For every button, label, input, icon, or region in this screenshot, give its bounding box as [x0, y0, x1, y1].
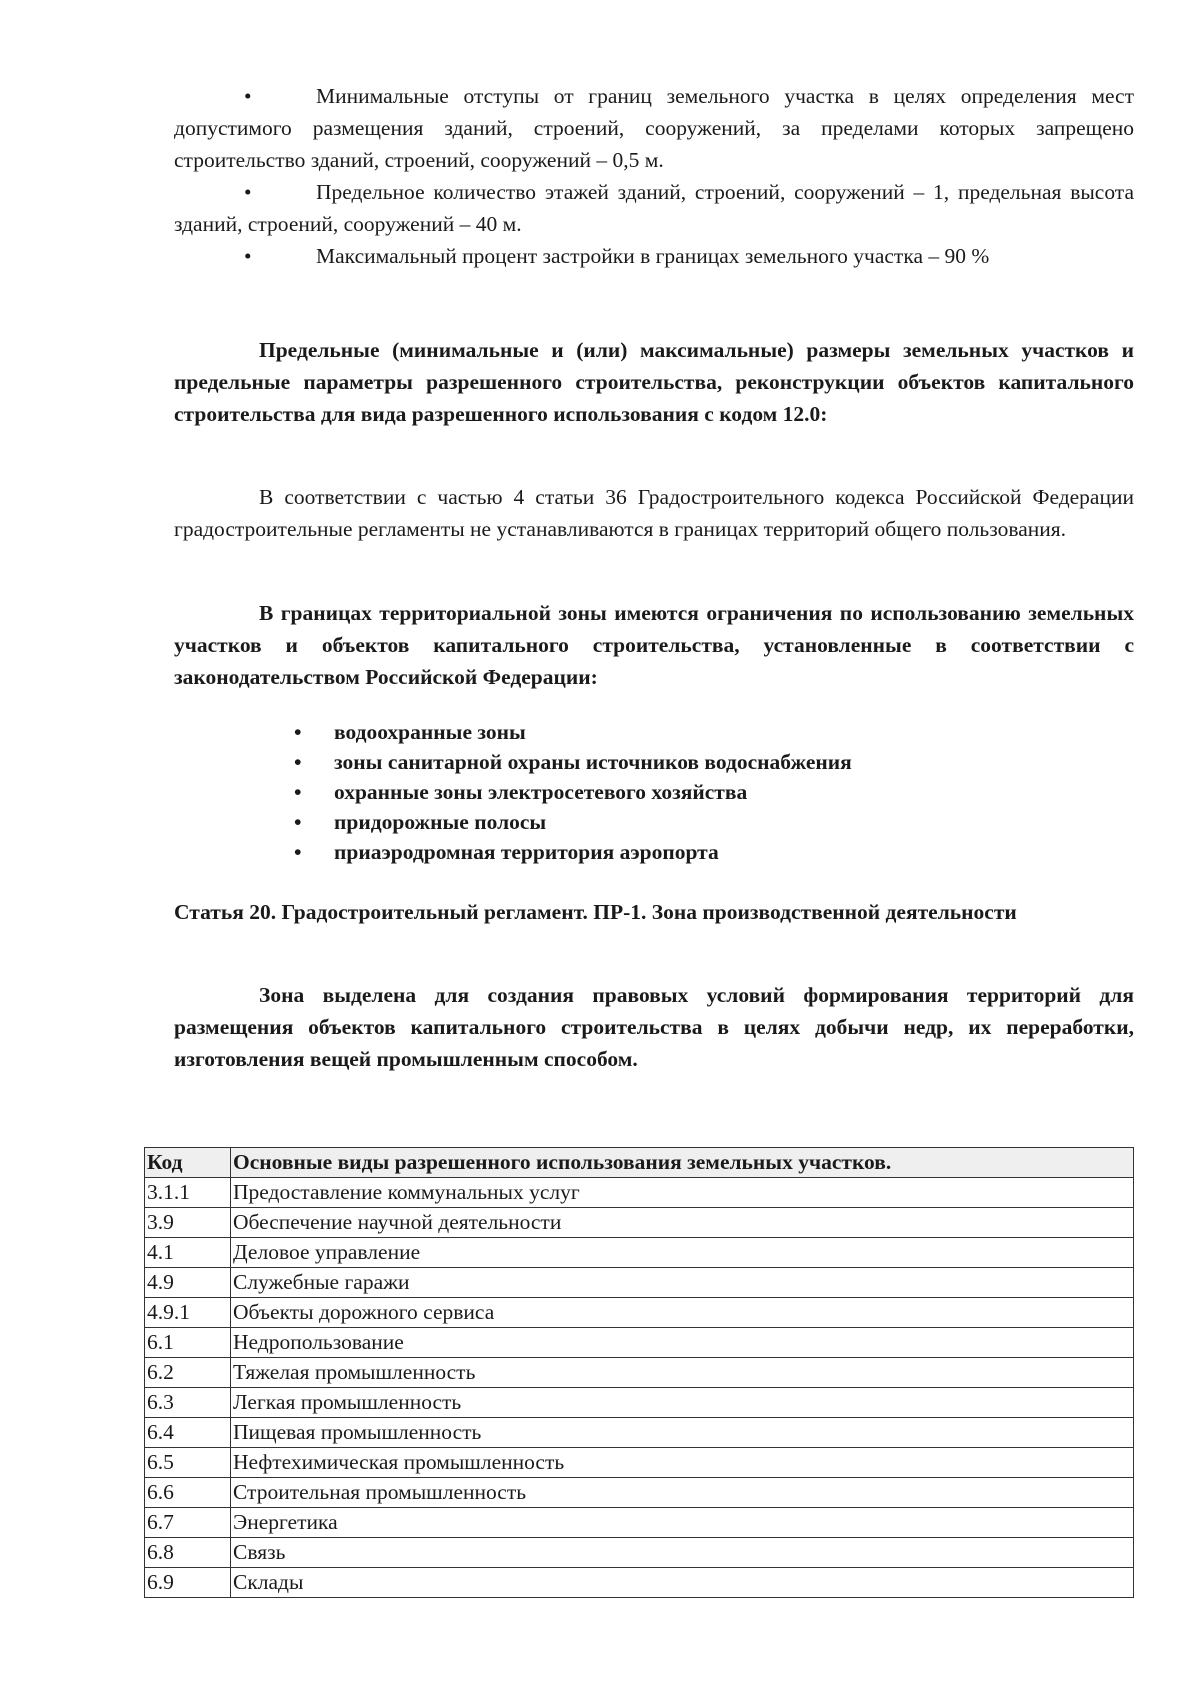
- table-row: [145, 1178, 1134, 1208]
- table-row: [145, 1538, 1134, 1568]
- bullet-list-parameters: [174, 80, 1134, 272]
- restrictions-heading: В границах территориальной зоны имеются ограничения по использованию земельных участков и объектов капитального строительства, установленные в соответствии с законодательством Российской Федерации:: [174, 601, 1134, 689]
- table-header-row: [145, 1148, 1134, 1178]
- cell-name: Объекты дорожного сервиса: [231, 1298, 1134, 1328]
- bullet-text: Предельное количество этажей зданий, строений, сооружений – 1, предельная высота зданий, строений, сооружений – 40 м.: [174, 180, 1134, 236]
- cell-name: Нефтехимическая промышленность: [231, 1448, 1134, 1478]
- bullet-text: Максимальный процент застройки в границах земельного участка – 90 %: [316, 244, 990, 268]
- bullet-icon: •: [294, 720, 302, 744]
- zone-description-block: [174, 979, 1134, 1075]
- bullet-icon: •: [294, 750, 302, 774]
- table-row: [145, 1238, 1134, 1268]
- permitted-uses-table: [144, 1147, 1134, 1598]
- common-use-paragraph: В соответствии с частью 4 статьи 36 Градостроительного кодекса Российской Федерации градостроительные регламенты не устанавливаются в границах территорий общего пользования.: [174, 485, 1134, 541]
- cell-name: Обеспечение научной деятельности: [231, 1208, 1134, 1238]
- table-row: [145, 1358, 1134, 1388]
- bullet-icon: •: [244, 84, 252, 108]
- table-row: [145, 1208, 1134, 1238]
- cell-code: 6.6: [145, 1478, 231, 1508]
- list-item: [290, 747, 852, 777]
- cell-name: Служебные гаражи: [231, 1268, 1134, 1298]
- restriction-text: приаэродромная территория аэропорта: [334, 840, 719, 864]
- bullet-icon: •: [294, 780, 302, 804]
- cell-name: Предоставление коммунальных услуг: [231, 1178, 1134, 1208]
- cell-code: 4.9.1: [145, 1298, 231, 1328]
- limits-heading-block: [174, 334, 1134, 430]
- cell-name: Пищевая промышленность: [231, 1418, 1134, 1448]
- restriction-text: водоохранные зоны: [334, 720, 526, 744]
- restrictions-list: [290, 717, 852, 867]
- cell-code: 6.3: [145, 1388, 231, 1418]
- cell-name: Деловое управление: [231, 1238, 1134, 1268]
- cell-code: 3.1.1: [145, 1178, 231, 1208]
- cell-code: 6.9: [145, 1568, 231, 1598]
- cell-code: 4.1: [145, 1238, 231, 1268]
- header-name: Основные виды разрешенного использования земельных участков.: [231, 1148, 1134, 1178]
- restriction-text: зоны санитарной охраны источников водоснабжения: [334, 750, 852, 774]
- list-item: [290, 837, 852, 867]
- cell-name: Энергетика: [231, 1508, 1134, 1538]
- table-row: [145, 1418, 1134, 1448]
- bullet-item: [174, 80, 1134, 176]
- table-row: [145, 1328, 1134, 1358]
- bullet-item: [174, 240, 1134, 272]
- table-body: [145, 1178, 1134, 1598]
- common-use-block: [174, 481, 1134, 545]
- cell-code: 6.5: [145, 1448, 231, 1478]
- bullet-icon: •: [244, 180, 252, 204]
- cell-code: 4.9: [145, 1268, 231, 1298]
- cell-code: 6.8: [145, 1538, 231, 1568]
- cell-code: 6.1: [145, 1328, 231, 1358]
- list-item: [290, 807, 852, 837]
- cell-name: Тяжелая промышленность: [231, 1358, 1134, 1388]
- cell-name: Склады: [231, 1568, 1134, 1598]
- table-row: [145, 1298, 1134, 1328]
- bullet-icon: •: [294, 810, 302, 834]
- bullet-item: [174, 176, 1134, 240]
- restrictions-heading-block: [174, 597, 1134, 693]
- restriction-text: охранные зоны электросетевого хозяйства: [334, 780, 748, 804]
- cell-name: Недропользование: [231, 1328, 1134, 1358]
- table-row: [145, 1508, 1134, 1538]
- zone-description: Зона выделена для создания правовых условий формирования территорий для размещения объектов капитального строительства в целях добычи недр, их переработки, изготовления вещей промышленным способом.: [174, 983, 1134, 1071]
- article-title: Статья 20. Градостроительный регламент. ПР-1. Зона производственной деятельности: [174, 900, 1017, 924]
- limits-heading: Предельные (минимальные и (или) максимальные) размеры земельных участков и предельные параметры разрешенного строительства, реконструкции объектов капитального строительства для вида разрешенного использования с кодом 12.0:: [174, 338, 1134, 426]
- cell-name: Связь: [231, 1538, 1134, 1568]
- restriction-text: придорожные полосы: [334, 810, 547, 834]
- table-row: [145, 1388, 1134, 1418]
- table-row: [145, 1568, 1134, 1598]
- cell-code: 3.9: [145, 1208, 231, 1238]
- bullet-text: Минимальные отступы от границ земельного участка в целях определения мест допустимого размещения зданий, строений, сооружений, за пределами которых запрещено строительство зданий, строений, сооружений – 0,5 м.: [174, 84, 1134, 172]
- list-item: [290, 717, 852, 747]
- table-row: [145, 1268, 1134, 1298]
- bullet-icon: •: [244, 244, 252, 268]
- list-item: [290, 777, 852, 807]
- bullet-icon: •: [294, 840, 302, 864]
- cell-code: 6.4: [145, 1418, 231, 1448]
- cell-name: Строительная промышленность: [231, 1478, 1134, 1508]
- table-row: [145, 1448, 1134, 1478]
- table-row: [145, 1478, 1134, 1508]
- cell-name: Легкая промышленность: [231, 1388, 1134, 1418]
- header-code: Код: [145, 1148, 231, 1178]
- cell-code: 6.7: [145, 1508, 231, 1538]
- cell-code: 6.2: [145, 1358, 231, 1388]
